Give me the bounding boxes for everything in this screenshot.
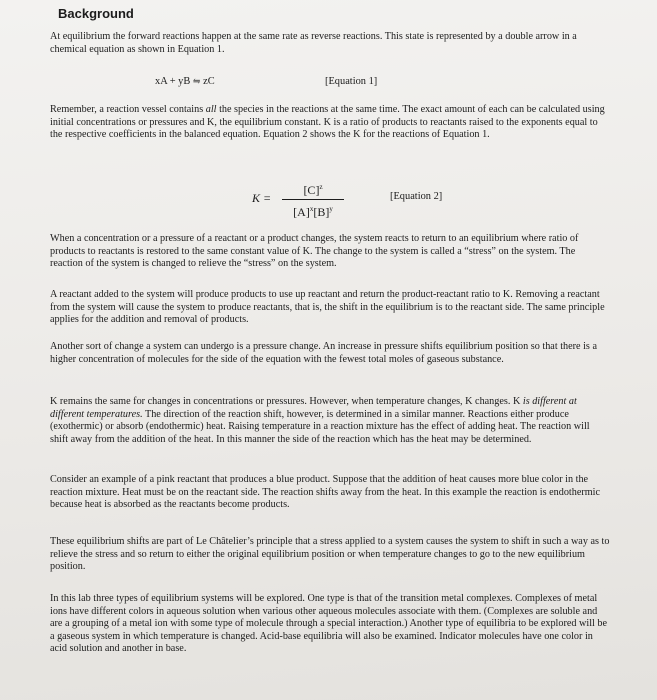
equation-2 (252, 180, 532, 220)
equation-1-reactants: xA + yB (155, 76, 191, 87)
numerator-term: [C] (303, 183, 320, 197)
equation-1-products: zC (203, 76, 215, 87)
denominator-exponent-a: x (309, 205, 314, 213)
paragraph-reaction-vessel-text-a: Remember, a reaction vessel contains (50, 104, 206, 115)
equation-1-reaction (155, 76, 325, 87)
paragraph-reaction-vessel-emphasis: all (205, 104, 217, 115)
equation-2-lhs: K = (252, 191, 272, 205)
paragraph-temperature-emphasis: is different at different temperatures. (50, 396, 577, 420)
paragraph-reaction-vessel (50, 104, 610, 142)
paragraph-reaction-vessel-text-b: the species in the reactions at the same time. The exact amount of each can be calculated using initial concentrations or pressures and K, the equilibrium constant. K is a ratio of products to reactants raised to the exponents equal to the respective coefficients in the balanced equation. Equation 2 shows the K for the reactions of Equation 1. (50, 104, 605, 141)
equation-2-denominator (280, 202, 346, 219)
equation-1 (155, 76, 377, 87)
paragraph-temperature (50, 396, 610, 446)
section-heading: Background (58, 6, 134, 21)
paragraph-temperature-text-b: The direction of the reaction shift, however, is determined in a similar manner. Reactions either produce (exothermic) or absorb (endothermic) heat. Raising temperature in a reaction mixture has the effect of adding heat. The reaction will shift away from the addition of the heat. In this manner the side of the reaction which has the heat may be determined. (50, 408, 590, 445)
denominator-term-b: [B] (313, 205, 330, 219)
denominator-exponent-b: y (329, 205, 333, 213)
paragraph-reactant-added: A reactant added to the system will produce products to use up reactant and return the product-reactant ratio to K. Removing a reactant from the system will cause the system to produce reactants, that is, the shift in the equilibrium is to the reactant side. The same principle applies for the addition and removal of products. (50, 289, 605, 326)
paragraph-temperature-text-a: K remains the same for changes in concentrations or pressures. However, when temperature changes, K changes. K (50, 396, 523, 407)
equation-2-tag: [Equation 2] (390, 191, 443, 202)
paragraph-le-chatelier: These equilibrium shifts are part of Le Châtelier’s principle that a stress applied to a system causes the system to shift in such a way as to relieve the stress and so return to either the original equilibrium position or when temperature changes to go to the new equilibrium position. (50, 536, 610, 573)
paragraph-pink-blue-example: Consider an example of a pink reactant that produces a blue product. Suppose that the addition of heat causes more blue color in the reaction mixture. Heat must be on the reactant side. The reaction shifts away from the heat. In this example the reaction is endothermic because heat is absorbed as the reactants become products. (50, 474, 601, 511)
numerator-exponent: z (319, 183, 323, 191)
equation-2-fraction (280, 180, 346, 219)
paragraph-pressure-change: Another sort of change a system can undergo is a pressure change. An increase in pressure shifts equilibrium position so that there is a higher concentration of molecules for the side of the equation with the fewest total moles of gaseous substance. (50, 341, 597, 365)
equation-1-tag: [Equation 1] (325, 76, 378, 87)
denominator-term-a: [A] (293, 205, 310, 219)
fraction-bar (282, 199, 344, 200)
paragraph-stress: When a concentration or a pressure of a reactant or a product changes, the system reacts to return to an equilibrium where ratio of products to reactants is restored to the same constant value of K. The change to the system is called a “stress” on the system. The reaction of the system is changed to relieve the “stress” on the system. (50, 233, 579, 270)
paragraph-lab-overview: In this lab three types of equilibrium systems will be explored. One type is that of the transition metal complexes. Complexes of metal ions have different colors in aqueous solution when various other aqueous molecules associate with them. (Complexes are soluble and are a grouping of a metal ion with some type of molecule through a special interaction.) Another type of equilibria to be explored will be a gaseous system in which temperature is changed. Acid-base equilibria will also be examined. Indicator molecules have one color in acid solution and another in base. (50, 593, 608, 655)
paragraph-equilibrium-intro: At equilibrium the forward reactions happen at the same rate as reverse reactions. This state is represented by a double arrow in a chemical equation as shown in Equation 1. (50, 31, 577, 55)
equation-2-numerator (280, 180, 346, 197)
double-arrow-icon: ⇋ (192, 76, 201, 86)
